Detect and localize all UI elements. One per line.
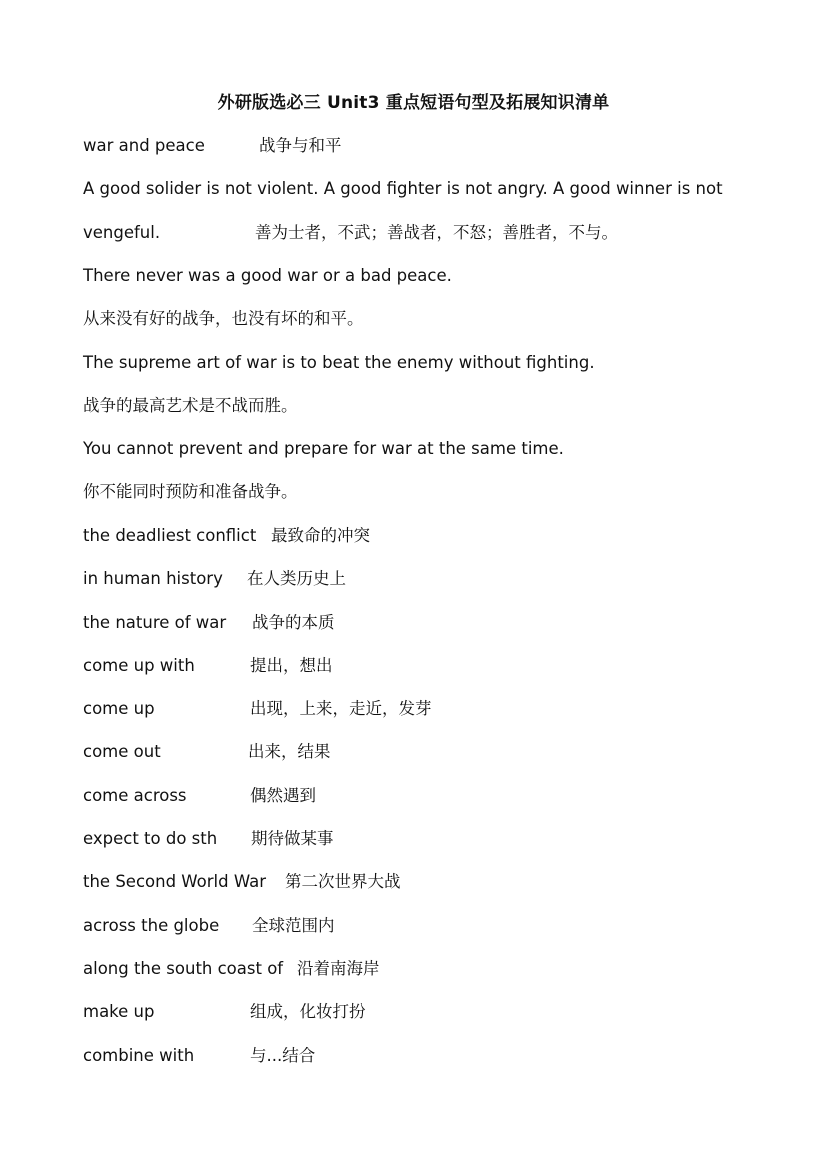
quote-cn: 善为士者，不武；善战者，不怒；善胜者，不与。 <box>255 223 618 242</box>
phrase-en: in human history <box>83 569 223 588</box>
phrase-cn: 战争的本质 <box>252 613 335 632</box>
quote-cn: 从来没有好的战争，也没有坏的和平。 <box>83 309 364 328</box>
phrase-row <box>83 1045 316 1067</box>
phrase-cn: 与...结合 <box>250 1046 316 1065</box>
phrase-row <box>83 612 335 634</box>
phrase-cn: 最致命的冲突 <box>271 526 370 545</box>
phrase-cn: 出来，结果 <box>248 742 331 761</box>
phrase-en: come across <box>83 786 187 805</box>
phrase-cn: 在人类历史上 <box>247 569 346 588</box>
phrase-cn: 第二次世界大战 <box>285 872 401 891</box>
phrase-en: war and peace <box>83 136 205 155</box>
page-title: 外研版选必三 Unit3 重点短语句型及拓展知识清单 <box>217 93 610 113</box>
phrase-row <box>83 655 333 677</box>
phrase-en: the nature of war <box>83 613 227 632</box>
phrase-en: across the globe <box>83 916 220 935</box>
phrase-cn: 全球范围内 <box>252 916 335 935</box>
phrase-row <box>83 525 370 547</box>
quote-cn: 你不能同时预防和准备战争。 <box>83 482 298 501</box>
phrase-en: come up with <box>83 656 195 675</box>
phrase-en: expect to do sth <box>83 829 218 848</box>
quote-en: The supreme art of war is to beat the enemy without fighting. <box>83 353 595 372</box>
phrase-en: make up <box>83 1002 155 1021</box>
phrase-cn: 提出，想出 <box>250 656 333 675</box>
quote-row <box>83 222 618 244</box>
phrase-en: the Second World War <box>83 872 266 891</box>
phrase-row <box>83 871 401 893</box>
phrase-row <box>83 698 432 720</box>
phrase-en: along the south coast of <box>83 959 284 978</box>
phrase-row <box>83 828 334 850</box>
phrase-row <box>83 568 346 590</box>
phrase-en: come out <box>83 742 161 761</box>
quote-text: A good solider is not violent. A good fighter is not angry. A good winner is not <box>83 179 723 198</box>
phrase-en: combine with <box>83 1046 195 1065</box>
phrase-cn: 战争与和平 <box>259 136 342 155</box>
phrase-cn: 组成，化妆打扮 <box>250 1002 366 1021</box>
phrase-row <box>83 958 380 980</box>
phrase-row <box>83 135 342 157</box>
phrase-en: the deadliest conflict <box>83 526 257 545</box>
quote-en: There never was a good war or a bad peace. <box>83 266 452 285</box>
phrase-cn: 出现，上来，走近，发芽 <box>250 699 432 718</box>
phrase-en: come up <box>83 699 155 718</box>
phrase-cn: 沿着南海岸 <box>297 959 380 978</box>
phrase-row <box>83 741 331 763</box>
phrase-cn: 偶然遇到 <box>250 786 316 805</box>
quote-en: You cannot prevent and prepare for war at the same time. <box>83 439 564 458</box>
phrase-cn: 期待做某事 <box>251 829 334 848</box>
quote-en: vengeful. <box>83 223 161 242</box>
phrase-row <box>83 785 316 807</box>
quote-cn: 战争的最高艺术是不战而胜。 <box>83 396 298 415</box>
phrase-row <box>83 915 335 937</box>
phrase-row <box>83 1001 366 1023</box>
